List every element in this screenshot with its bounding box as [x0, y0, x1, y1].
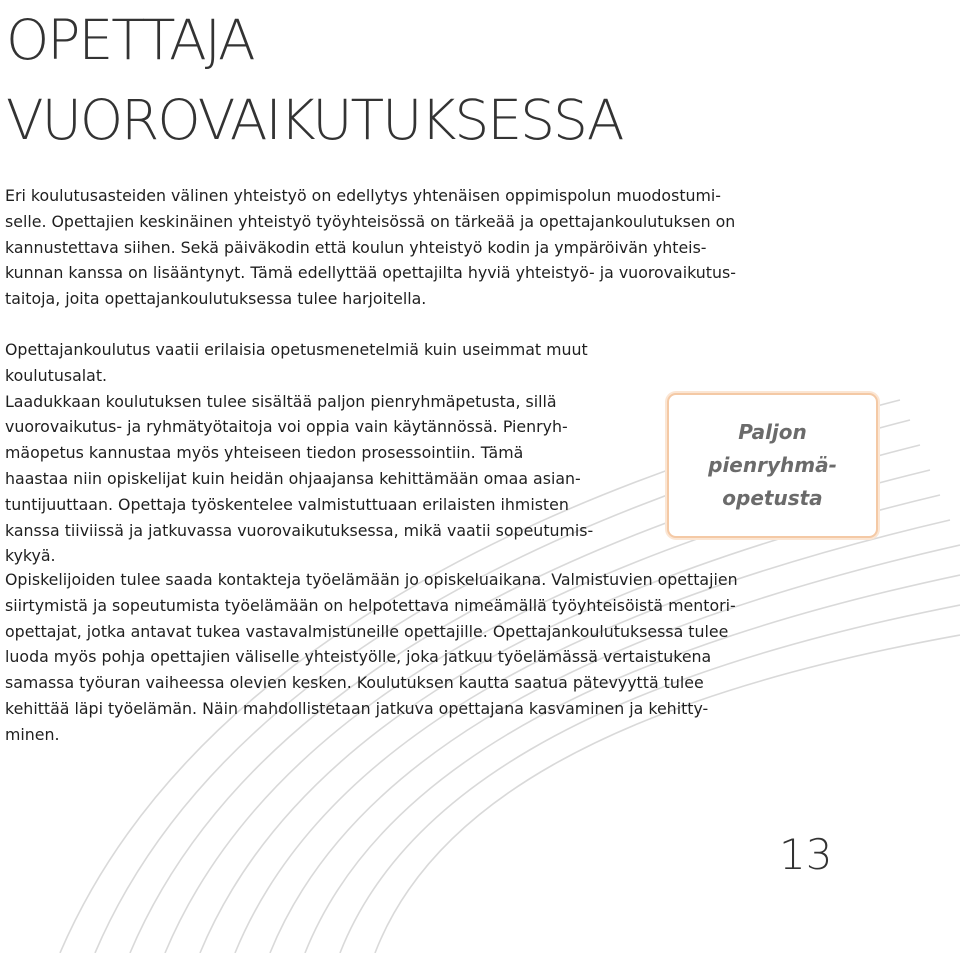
text-line: Laadukkaan koulutuksen tulee sisältää paljon pienryhmäpetusta, sillä [5, 391, 557, 411]
paragraph-1 [5, 183, 825, 312]
text-line: siirtymistä ja sopeutumista työelämään on helpotettava nimeämällä työyhteisöistä mentori- [5, 595, 736, 615]
text-line: Opiskelijoiden tulee saada kontakteja työelämään jo opiskeluaikana. Valmistuvien opettajien [5, 570, 738, 589]
text-line: opettajat, jotka antavat tukea vastavalmistuneille opettajille. Opettajankoulutuksessa tulee [5, 621, 729, 641]
text-line: Opettajankoulutus vaatii erilaisia opetusmenetelmiä kuin useimmat muut koulutusalat. [5, 340, 588, 385]
pull-quote-line: pienryhmä- [708, 453, 837, 477]
text-line: kunnan kanssa on lisääntynyt. Tämä edellyttää opettajilta hyviä yhteistyö- ja vuorovaikutus- [5, 263, 736, 283]
paragraph-3 [5, 567, 835, 748]
text-line: kykyä. [5, 546, 56, 566]
paragraph-2 [5, 337, 660, 569]
text-line: kannustettava siihen. Sekä päiväkodin että koulun yhteistyö kodin ja ympäröivän yhteis- [5, 237, 707, 257]
text-line: selle. Opettajien keskinäinen yhteistyö työyhteisössä on tärkeää ja opettajankoulutuksen on [5, 211, 736, 231]
text-line: samassa työuran vaiheessa olevien kesken. Koulutuksen kautta saatua pätevyyttä tulee [5, 673, 704, 693]
pull-quote-line: opetusta [722, 486, 823, 510]
text-line: haastaa niin opiskelijat kuin heidän ohjaajansa kehittämään omaa asian- [5, 468, 581, 488]
pull-quote-text [708, 416, 837, 515]
pull-quote-box [667, 393, 878, 538]
text-line: kehittää läpi työelämän. Näin mahdollistetaan jatkuva opettajana kasvaminen ja kehitty- [5, 698, 709, 718]
text-line: tuntijuuttaan. Opettaja työskentelee valmistuttuaan erilaisten ihmisten [5, 494, 569, 514]
page-number: 13 [779, 830, 833, 879]
text-line: vuorovaikutus- ja ryhmätyötaitoja voi oppia vain käytännössä. Pienryh- [5, 417, 568, 437]
page-title [6, 0, 623, 160]
title-line-2: VUOROVAIKUTUKSESSA [6, 88, 623, 152]
pull-quote-line: Paljon [738, 420, 807, 444]
title-line-1: OPETTAJA [6, 8, 254, 72]
text-line: mäopetus kannustaa myös yhteiseen tiedon prosessointiin. Tämä [5, 443, 524, 463]
text-line: luoda myös pohja opettajien väliselle yhteistyölle, joka jatkuu työelämässä vertaistukena [5, 647, 712, 667]
text-line: Eri koulutusasteiden välinen yhteistyö on edellytys yhtenäisen oppimispolun muodostumi- [5, 186, 721, 205]
text-line: kanssa tiiviissä ja jatkuvassa vuorovaikutuksessa, mikä vaatii sopeutumis- [5, 520, 594, 540]
text-line: taitoja, joita opettajankoulutuksessa tulee harjoitella. [5, 289, 427, 309]
text-line: minen. [5, 724, 60, 744]
